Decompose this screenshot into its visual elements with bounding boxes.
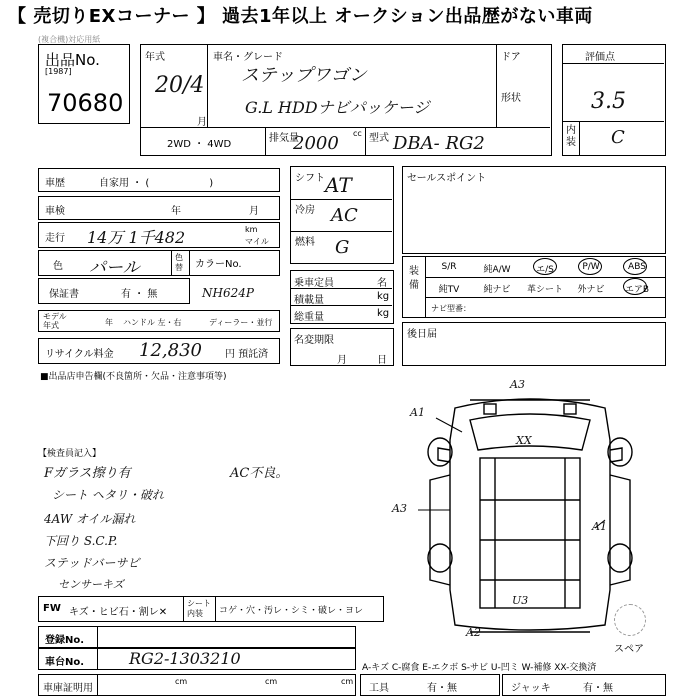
color-row: [38, 250, 280, 276]
inspector-note-2: シート ヘタリ・破れ: [52, 488, 164, 502]
mark-a3-left: A3: [392, 502, 407, 515]
year-value: 20/4: [155, 73, 205, 98]
cert-cm-3: cm: [341, 677, 354, 686]
model-code-label: 型式: [369, 133, 389, 144]
reg-change-box: [290, 328, 394, 366]
fw-sheet-label: シート内装: [187, 599, 211, 618]
displacement-unit: cc: [353, 129, 362, 138]
cert-cm-2: cm: [265, 677, 278, 686]
lot-box: [38, 44, 130, 124]
score-box: [562, 44, 666, 156]
equip-pw-circle: [578, 258, 602, 275]
color-change-label: 色替: [175, 253, 183, 272]
year-unit: 月: [197, 117, 207, 128]
color-label: 色: [53, 261, 63, 272]
equip-tv: 純TV: [438, 285, 460, 295]
capacity-label: 乗車定員: [294, 278, 334, 289]
color-code-value: NH624P: [202, 286, 254, 300]
equip-airbag-circle: [623, 278, 647, 295]
mark-a1: A1: [410, 406, 425, 419]
equip-abs-circle: [623, 258, 647, 275]
history-value: 自家用 ・ ( ): [99, 178, 214, 189]
handle-side: ハンドル 左・右: [123, 318, 182, 327]
chassis-row: [38, 648, 356, 670]
equip-pw: P/W: [582, 262, 600, 272]
jack-row: [502, 674, 666, 696]
shift-box: [290, 166, 394, 264]
inspector-note-4: 下回り S.C.P.: [44, 534, 118, 548]
tools-value: 有・無: [427, 683, 457, 694]
displacement-value: 2000: [293, 133, 339, 154]
displacement-label: 排気量: [269, 133, 299, 144]
model-name: ステップワゴン: [241, 65, 367, 86]
recycle-row: [38, 338, 280, 364]
interior-value: C: [611, 127, 625, 148]
model-grade: G.L HDDナビパッケージ: [245, 98, 430, 117]
sales-point-label: セールスポイント: [407, 173, 487, 184]
form-note: (複合機)対応用紙: [38, 35, 101, 44]
load-label: 積載量: [294, 295, 324, 306]
mark-xx: XX: [516, 434, 532, 447]
shape-label: 形状: [501, 93, 521, 104]
equip-es-circle: [533, 258, 557, 275]
history-row: [38, 168, 280, 192]
model-year-label: モデル年式: [43, 312, 67, 330]
shift-value: AT: [325, 173, 352, 197]
attach-label: 後日届: [407, 329, 437, 340]
inspector-label: 【検査員記入】: [38, 449, 102, 459]
mileage-unit-mile: マイル: [245, 237, 269, 246]
mileage-label: 走行: [45, 233, 65, 244]
equip-leather: 革シート: [526, 285, 563, 295]
inspection-row: [38, 196, 280, 220]
history-label: 車歴: [45, 178, 65, 189]
dealer-type: ディーラー・並行: [209, 318, 273, 327]
cert-row: [38, 674, 356, 696]
mileage-value: 14万 1千482: [87, 228, 186, 247]
ac-note: AC不良。: [230, 466, 289, 481]
recycle-label: リサイクル料金: [45, 349, 114, 360]
warranty-value: 有 ・ 無: [121, 289, 158, 300]
chassis-value: RG2-1303210: [129, 649, 241, 668]
fuel-label: 燃料: [295, 237, 315, 248]
lot-number: 70680: [47, 89, 124, 117]
fw-row: [38, 596, 384, 622]
inspector-note-6: センサーキズ: [58, 578, 124, 591]
spare-tire-icon: [614, 604, 646, 636]
model-label: 車名・グレード: [213, 52, 283, 63]
sales-point-box: [402, 166, 666, 254]
equipment-box: [402, 256, 666, 318]
nav-model-label: ナビ型番：: [431, 304, 471, 313]
shift-label: シフト: [295, 173, 325, 184]
equip-airbag: エアB: [624, 285, 650, 295]
inspector-note-3: 4AW オイル漏れ: [44, 512, 136, 526]
spare-label: スペア: [614, 644, 644, 655]
equip-sr: S/R: [441, 262, 457, 272]
mark-a3-top: A3: [510, 378, 525, 391]
aircon-value: AC: [331, 205, 358, 226]
fuel-value: G: [335, 237, 350, 258]
model-year-year: 年: [105, 318, 113, 327]
registration-label: 登録No.: [45, 635, 85, 646]
reg-change-label: 名変期限: [294, 335, 334, 346]
attach-box: [402, 322, 666, 366]
inspection-month: 月: [249, 206, 259, 217]
vehicle-info-box: [140, 44, 552, 156]
equip-es: エ/S: [536, 265, 554, 275]
mileage-unit-km: km: [245, 225, 258, 234]
jack-label: ジャッキ: [511, 683, 551, 694]
load-unit: kg: [377, 291, 390, 302]
score-value: 3.5: [591, 89, 626, 114]
inspection-year: 年: [171, 206, 181, 217]
weight-unit: kg: [377, 308, 390, 319]
equip-navi: 純ナビ: [483, 285, 511, 295]
color-code-label: カラーNo.: [195, 259, 242, 270]
doors-label: ドア: [501, 52, 521, 63]
lot-tag: [1987]: [45, 67, 72, 76]
mark-a2: A2: [466, 626, 481, 639]
capacity-box: [290, 270, 394, 324]
reg-change-month: 月: [337, 355, 347, 366]
recycle-unit: 円 預託済: [225, 349, 269, 360]
damage-legend: A-キズ C-腐食 E-エクボ S-サビ U-凹ミ W-補修 XX-交換済: [362, 663, 597, 673]
exhibitor-label: ■出品店申告欄(不良箇所・欠品・注意事項等): [40, 372, 227, 382]
equip-aw: 純A/W: [483, 265, 511, 275]
reg-change-day: 日: [377, 355, 387, 366]
recycle-value: 12,830: [139, 340, 202, 361]
score-label: 評価点: [585, 52, 615, 63]
mark-a1-right: A1: [592, 520, 607, 533]
banner-title: 【 売切りEXコーナー 】 過去1年以上 オークション出品歴がない車両: [0, 0, 700, 34]
weight-label: 総重量: [294, 312, 324, 323]
inspector-note-5: ステッドバーサビ: [44, 556, 140, 570]
warranty-label: 保証書: [49, 289, 79, 300]
equipment-label: 装備: [409, 266, 419, 291]
color-value: パール: [89, 258, 140, 278]
mark-u3: U3: [512, 594, 529, 607]
equip-abs: ABS: [628, 262, 646, 272]
lot-label: 出品No.: [45, 51, 100, 69]
tools-row: [360, 674, 500, 696]
equip-ext-navi: 外ナビ: [577, 285, 605, 295]
tools-label: 工具: [369, 683, 389, 694]
cert-cm-1: cm: [175, 677, 188, 686]
drive-type: 2WD ・ 4WD: [167, 139, 232, 150]
model-year-row: [38, 310, 280, 332]
chassis-label: 車台No.: [45, 657, 85, 668]
interior-label: 内装: [566, 125, 576, 148]
year-label: 年式: [145, 52, 165, 63]
fw-sheet-values: コゲ・穴・汚レ・シミ・破レ・ヨレ: [219, 606, 364, 616]
fw-values: キズ・ヒビ石・割レ✕: [69, 607, 168, 618]
model-code-value: DBA- RG2: [393, 133, 485, 154]
jack-value: 有・無: [583, 683, 613, 694]
cert-label: 車庫証明用: [43, 683, 93, 694]
inspection-label: 車検: [45, 206, 65, 217]
warranty-row: [38, 278, 190, 304]
mileage-row: [38, 222, 280, 248]
inspector-note-1: Fガラス擦り有: [44, 466, 131, 481]
registration-row: [38, 626, 356, 648]
fw-label: FW: [43, 603, 61, 614]
capacity-unit: 名: [377, 278, 387, 289]
aircon-label: 冷房: [295, 205, 315, 216]
